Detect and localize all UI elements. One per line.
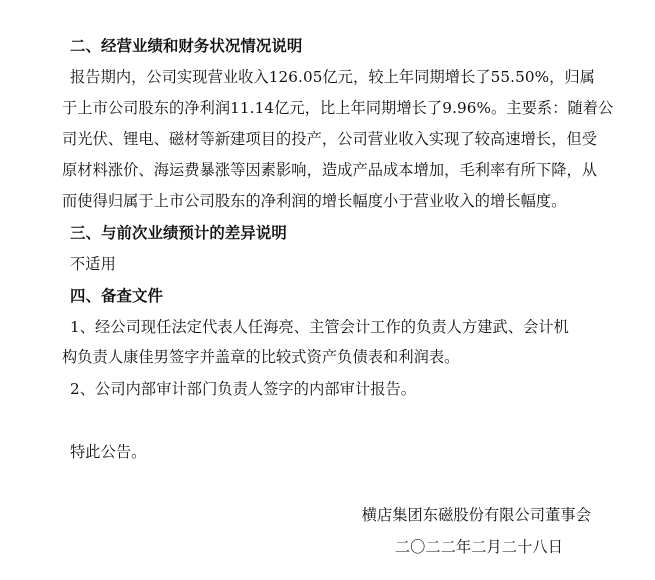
section-2-line-3: 司光伏、锂电、磁材等新建项目的投产，公司营业收入实现了较高速增长，但受 (62, 130, 598, 148)
signature-company: 横店集团东磁股份有限公司董事会 (361, 506, 591, 524)
signature-date: 二〇二二年二月二十八日 (394, 538, 563, 556)
section-4-item-1-line-2: 构负责人康佳男签字并盖章的比较式资产负债表和利润表。 (62, 348, 460, 366)
section-3-heading: 三、与前次业绩预计的差异说明 (70, 224, 287, 242)
section-4-item-2: 2、公司内部审计部门负责人签字的内部审计报告。 (70, 380, 417, 398)
section-4-heading: 四、备查文件 (70, 287, 163, 305)
section-4-item-1-line-1: 1、经公司现任法定代表人任海亮、主管会计工作的负责人方建武、会计机 (70, 318, 569, 336)
closing-text: 特此公告。 (70, 443, 147, 461)
section-2-heading: 二、经营业绩和财务状况情况说明 (70, 37, 303, 55)
section-2-line-4: 原材料涨价、海运费暴涨等因素影响，造成产品成本增加，毛利率有所下降，从 (62, 161, 598, 179)
section-2-line-2: 于上市公司股东的净利润11.14亿元，比上年同期增长了9.96%。主要系：随着公 (62, 99, 614, 117)
section-2-line-1: 报告期内，公司实现营业收入126.05亿元，较上年同期增长了55.50%，归属 (70, 68, 596, 86)
section-3-body: 不适用 (70, 255, 116, 273)
section-2-line-5: 而使得归属于上市公司股东的净利润的增长幅度小于营业收入的增长幅度。 (62, 192, 567, 210)
